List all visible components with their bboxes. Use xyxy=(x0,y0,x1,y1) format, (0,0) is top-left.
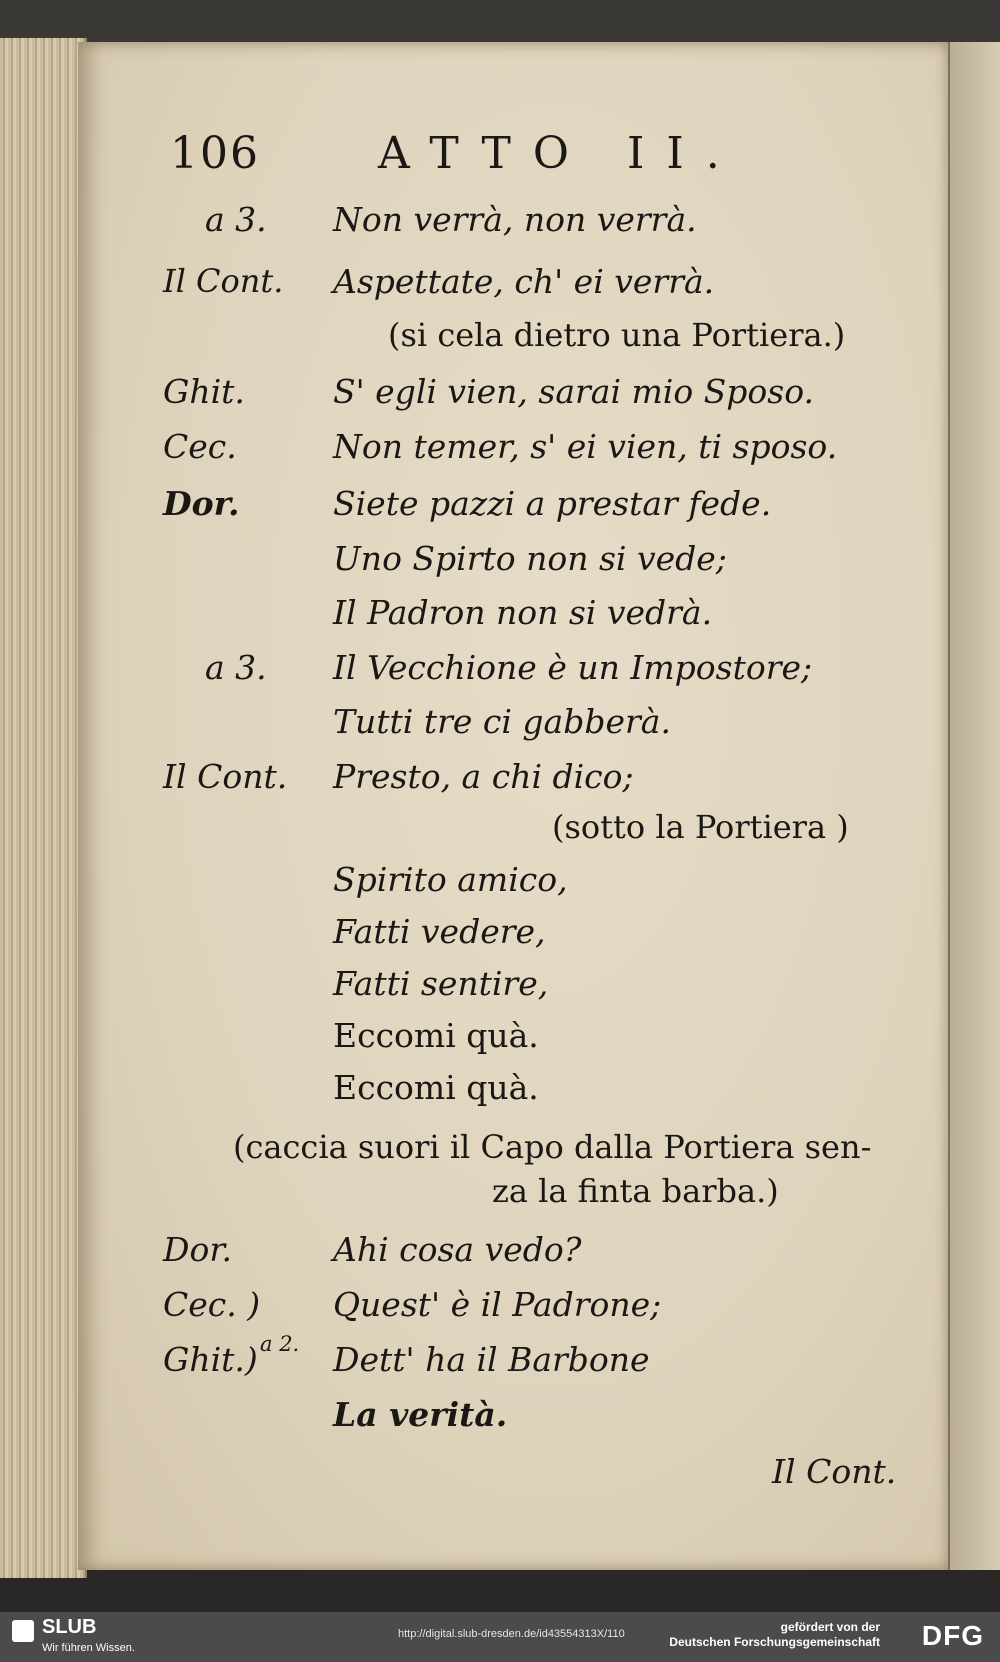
verse-line: Il Padron non si vedrà. xyxy=(333,593,713,632)
verse-line: Dett' ha il Barbone xyxy=(333,1340,650,1379)
verse-line: Spirito amico, xyxy=(333,860,568,899)
verse-line: Tutti tre ci gabberà. xyxy=(333,702,671,741)
verse-line: Eccomi quà. xyxy=(333,1016,539,1055)
library-tagline: Wir führen Wissen. xyxy=(42,1642,135,1654)
stage-direction: (caccia suori il Capo dalla Portiera sen- xyxy=(233,1128,872,1166)
scan-top-strip xyxy=(0,0,1000,42)
speaker-label: a 3. xyxy=(205,200,267,239)
page-title: ATTO II. xyxy=(378,128,742,179)
library-name[interactable]: SLUB xyxy=(42,1616,97,1638)
stage-direction: (sotto la Portiera ) xyxy=(552,808,849,846)
verse-line: Ahi cosa vedo? xyxy=(333,1230,582,1269)
verse-line: Uno Spirto non si vede; xyxy=(333,539,727,578)
page-number: 106 xyxy=(170,128,260,179)
speaker-label: Ghit.) xyxy=(163,1340,258,1379)
verse-line: Presto, a chi dico; xyxy=(333,757,634,796)
speaker-label: a 3. xyxy=(205,648,267,687)
speaker-label: Cec. ) xyxy=(163,1285,261,1324)
speaker-label: Il Cont. xyxy=(163,262,284,300)
slub-logo-icon xyxy=(12,1620,34,1642)
funding-note xyxy=(669,1620,880,1650)
verse-line: La verità. xyxy=(333,1395,508,1434)
catchword: Il Cont. xyxy=(772,1452,897,1491)
stage-direction: za la finta barba.) xyxy=(492,1172,779,1210)
speaker-label: Cec. xyxy=(163,427,237,466)
dfg-logo[interactable]: DFG xyxy=(921,1620,984,1651)
verse-line: Fatti sentire, xyxy=(333,964,549,1003)
verse-line: Fatti vedere, xyxy=(333,912,546,951)
verse-line: Non temer, s' ei vien, ti sposo. xyxy=(333,427,838,466)
verse-line: Non verrà, non verrà. xyxy=(333,200,697,239)
verse-line: S' egli vien, sarai mio Sposo. xyxy=(333,372,814,411)
facing-page-edge xyxy=(948,42,1000,1570)
speaker-label: Il Cont. xyxy=(163,757,288,796)
ensemble-marker: a 2. xyxy=(260,1332,300,1356)
funding-line-2: Deutschen Forschungsgemeinschaft xyxy=(669,1635,880,1649)
funding-line-1: gefördert von der xyxy=(780,1620,880,1634)
verse-line: Eccomi quà. xyxy=(333,1068,539,1107)
permalink[interactable]: http://digital.slub-dresden.de/id43554313X/110 xyxy=(398,1628,625,1640)
verse-line: Quest' è il Padrone; xyxy=(333,1285,662,1324)
speaker-label: Dor. xyxy=(163,1230,232,1269)
verse-line: Siete pazzi a prestar fede. xyxy=(333,484,772,523)
verse-line: Il Vecchione è un Impostore; xyxy=(333,648,813,687)
book-page-edges xyxy=(0,38,87,1578)
footer-bar xyxy=(0,1612,1000,1662)
speaker-label: Ghit. xyxy=(163,372,245,411)
stage-direction: (si cela dietro una Portiera.) xyxy=(388,316,846,354)
speaker-label: Dor. xyxy=(163,484,240,523)
verse-line: Aspettate, ch' ei verrà. xyxy=(333,262,715,301)
